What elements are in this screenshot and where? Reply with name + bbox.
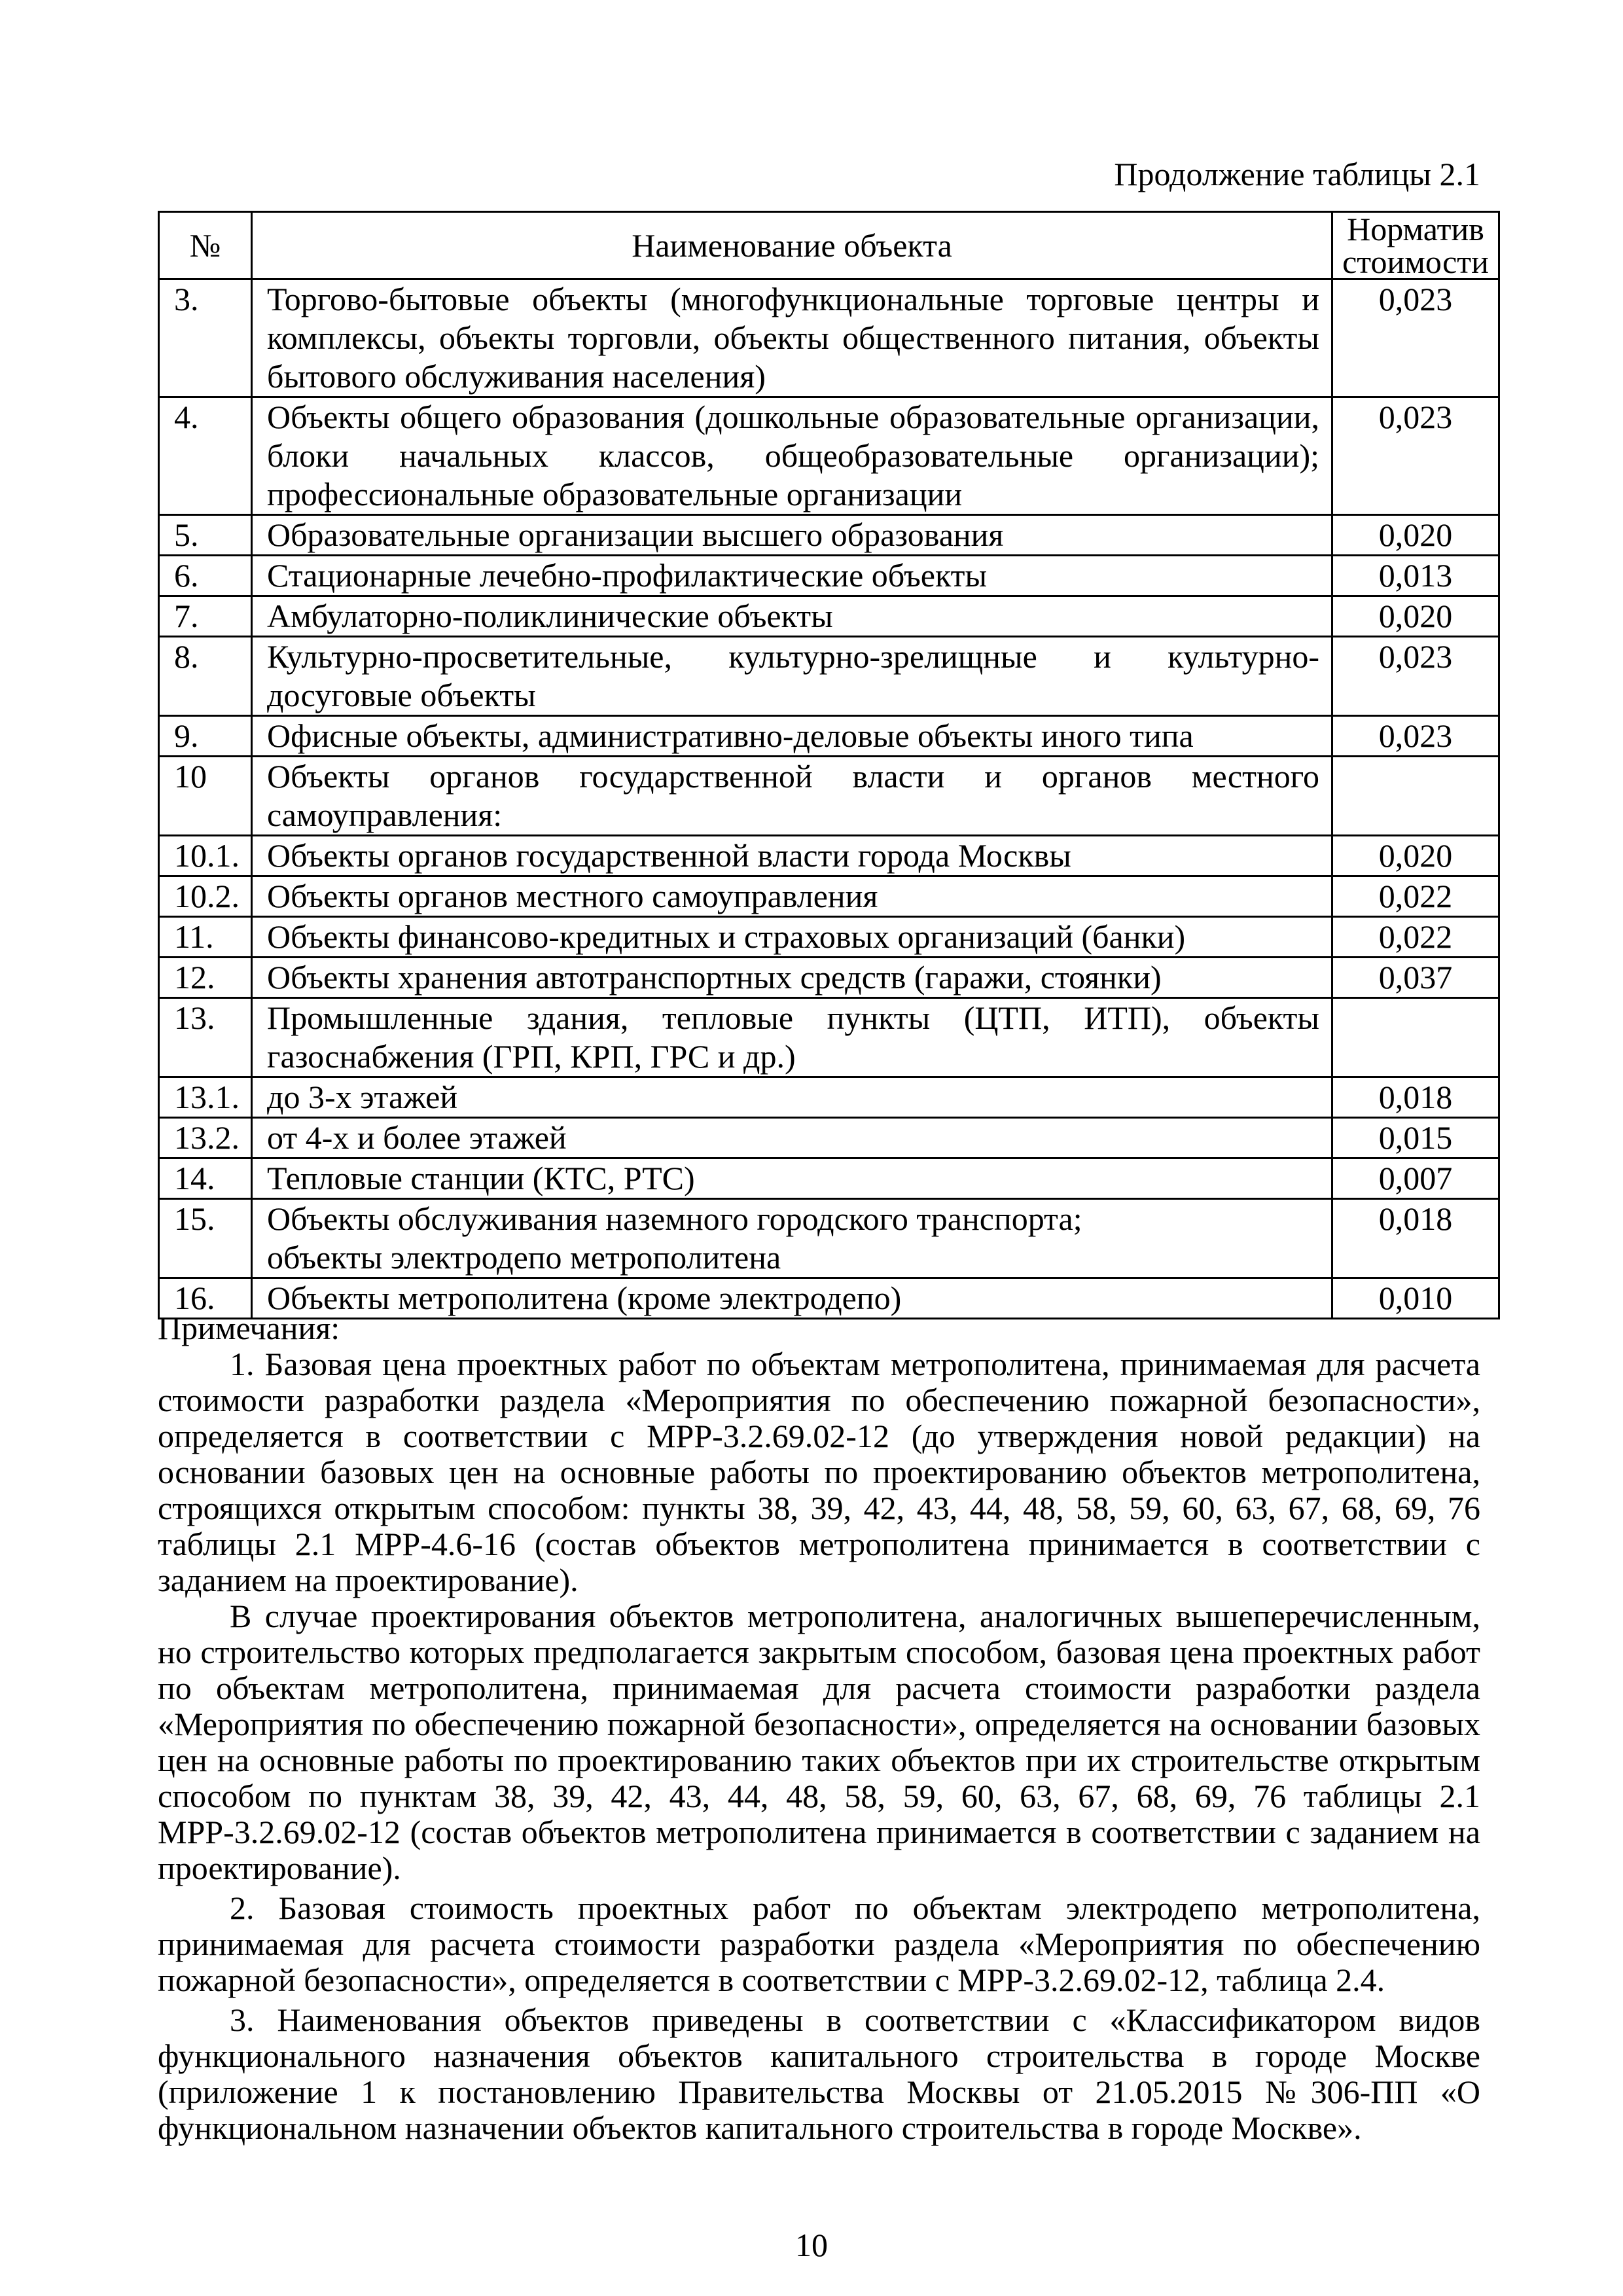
row-value: 0,023: [1332, 279, 1499, 397]
table-row: [159, 1077, 1499, 1118]
row-name: Объекты финансово-кредитных и страховых организаций (банки): [252, 917, 1332, 958]
row-num: 10.1.: [159, 836, 252, 876]
row-name: Объекты метрополитена (кроме электродепо): [252, 1278, 1332, 1319]
header-name: Наименование объекта: [252, 212, 1332, 279]
table-row: [159, 836, 1499, 876]
row-num: 13.1.: [159, 1077, 252, 1118]
row-num: 10: [159, 757, 252, 836]
row-value: 0,022: [1332, 917, 1499, 958]
row-name: Объекты общего образования (дошкольные образовательные организации, блоки начальных классов, общеобразовательные организации); профессиональные образовательные организации: [252, 397, 1332, 515]
row-value: 0,022: [1332, 876, 1499, 917]
row-value: [1332, 757, 1499, 836]
row-value: 0,020: [1332, 836, 1499, 876]
row-name: Тепловые станции (КТС, РТС): [252, 1158, 1332, 1199]
table-row: [159, 1158, 1499, 1199]
row-name: Объекты органов государственной власти города Москвы: [252, 836, 1332, 876]
row-value: 0,018: [1332, 1077, 1499, 1118]
note-paragraph: В случае проектирования объектов метрополитена, аналогичных вышеперечисленным, но строительство которых предполагается закрытым способом, базовая цена проектных работ по объектам метрополитена, принимаемая для расчета стоимости разработки раздела «Мероприятия по обеспечению пожарной безопасности», определяется на основании базовых цен на основные работы по проектированию таких объектов при их строительстве открытым способом по пунктам 38, 39, 42, 43, 44, 48, 58, 59, 60, 63, 67, 68, 69, 76 таблицы 2.1 МРР-3.2.69.02-12 (состав объектов метрополитена принимается в соответствии с заданием на проектирование).: [158, 1598, 1480, 1886]
row-name: Образовательные организации высшего образования: [252, 515, 1332, 556]
row-value: 0,023: [1332, 637, 1499, 716]
row-name: Амбулаторно-поликлинические объекты: [252, 596, 1332, 637]
row-name: от 4-х и более этажей: [252, 1118, 1332, 1158]
table-row: [159, 917, 1499, 958]
header-num: №: [159, 212, 252, 279]
row-value: 0,015: [1332, 1118, 1499, 1158]
notes-section: [158, 1310, 1480, 2146]
row-name: Объекты хранения автотранспортных средств (гаражи, стоянки): [252, 958, 1332, 998]
table-row: [159, 876, 1499, 917]
row-num: 10.2.: [159, 876, 252, 917]
row-value: 0,020: [1332, 515, 1499, 556]
row-value: 0,018: [1332, 1199, 1499, 1278]
table-row: [159, 279, 1499, 397]
row-name: Объекты органов государственной власти и органов местного самоуправления:: [252, 757, 1332, 836]
table-continuation-label: Продолжение таблицы 2.1: [1114, 156, 1480, 192]
row-num: 16.: [159, 1278, 252, 1319]
row-name: Промышленные здания, тепловые пункты (ЦТП, ИТП), объекты газоснабжения (ГРП, КРП, ГРС и др.): [252, 998, 1332, 1077]
table-row: [159, 556, 1499, 596]
header-norm: Норматив стоимости: [1332, 212, 1499, 279]
row-value: 0,020: [1332, 596, 1499, 637]
row-num: 13.: [159, 998, 252, 1077]
row-num: 14.: [159, 1158, 252, 1199]
row-value: 0,023: [1332, 397, 1499, 515]
row-num: 11.: [159, 917, 252, 958]
row-num: 7.: [159, 596, 252, 637]
row-value: 0,037: [1332, 958, 1499, 998]
row-value: [1332, 998, 1499, 1077]
note-paragraph: 1. Базовая цена проектных работ по объектам метрополитена, принимаемая для расчета стоимости разработки раздела «Мероприятия по обеспечению пожарной безопасности», определяется в соответствии с МРР-3.2.69.02-12 (до утверждения новой редакции) на основании базовых цен на основные работы по проектированию объектов метрополитена, строящихся открытым способом: пункты 38, 39, 42, 43, 44, 48, 58, 59, 60, 63, 67, 68, 69, 76 таблицы 2.1 МРР-4.6-16 (состав объектов метрополитена принимается в соответствии с заданием на проектирование).: [158, 1346, 1480, 1598]
table-row: [159, 515, 1499, 556]
table-row: [159, 1199, 1499, 1278]
row-value: 0,013: [1332, 556, 1499, 596]
table-header-row: [159, 212, 1499, 279]
table-row: [159, 757, 1499, 836]
note-paragraph: 3. Наименования объектов приведены в соответствии с «Классификатором видов функционального назначения объектов капитального строительства в городе Москве (приложение 1 к постановлению Правительства Москвы от 21.05.2015 №306-ПП «О функциональном назначении объектов капитального строительства в городе Москве».: [158, 2001, 1480, 2146]
row-name: Объекты обслуживания наземного городского транспорта; объекты электродепо метрополитена: [252, 1199, 1332, 1278]
row-num: 15.: [159, 1199, 252, 1278]
table-row: [159, 716, 1499, 757]
notes-title: Примечания:: [158, 1310, 340, 1346]
table-row: [159, 596, 1499, 637]
note-paragraph: 2. Базовая стоимость проектных работ по объектам электродепо метрополитена, принимаемая для расчета стоимости разработки раздела «Мероприятия по обеспечению пожарной безопасности», определяется в соответствии с МРР-3.2.69.02-12, таблица 2.4.: [158, 1890, 1480, 1998]
row-value: 0,023: [1332, 716, 1499, 757]
table-row: [159, 1118, 1499, 1158]
row-num: 8.: [159, 637, 252, 716]
row-name: до 3-х этажей: [252, 1077, 1332, 1118]
row-value: 0,007: [1332, 1158, 1499, 1199]
row-num: 6.: [159, 556, 252, 596]
row-name: Стационарные лечебно-профилактические объекты: [252, 556, 1332, 596]
page-number: 10: [795, 2227, 828, 2263]
cost-norms-table: [158, 211, 1500, 1319]
row-num: 3.: [159, 279, 252, 397]
table-row: [159, 637, 1499, 716]
row-name: Культурно-просветительные, культурно-зрелищные и культурно-досуговые объекты: [252, 637, 1332, 716]
row-num: 4.: [159, 397, 252, 515]
row-num: 5.: [159, 515, 252, 556]
row-name: Торгово-бытовые объекты (многофункциональные торговые центры и комплексы, объекты торговли, объекты общественного питания, объекты бытового обслуживания населения): [252, 279, 1332, 397]
row-name: Объекты органов местного самоуправления: [252, 876, 1332, 917]
row-num: 13.2.: [159, 1118, 252, 1158]
row-value: 0,010: [1332, 1278, 1499, 1319]
table-row: [159, 397, 1499, 515]
row-name: Офисные объекты, административно-деловые объекты иного типа: [252, 716, 1332, 757]
table-row: [159, 998, 1499, 1077]
row-num: 12.: [159, 958, 252, 998]
row-num: 9.: [159, 716, 252, 757]
table-row: [159, 958, 1499, 998]
